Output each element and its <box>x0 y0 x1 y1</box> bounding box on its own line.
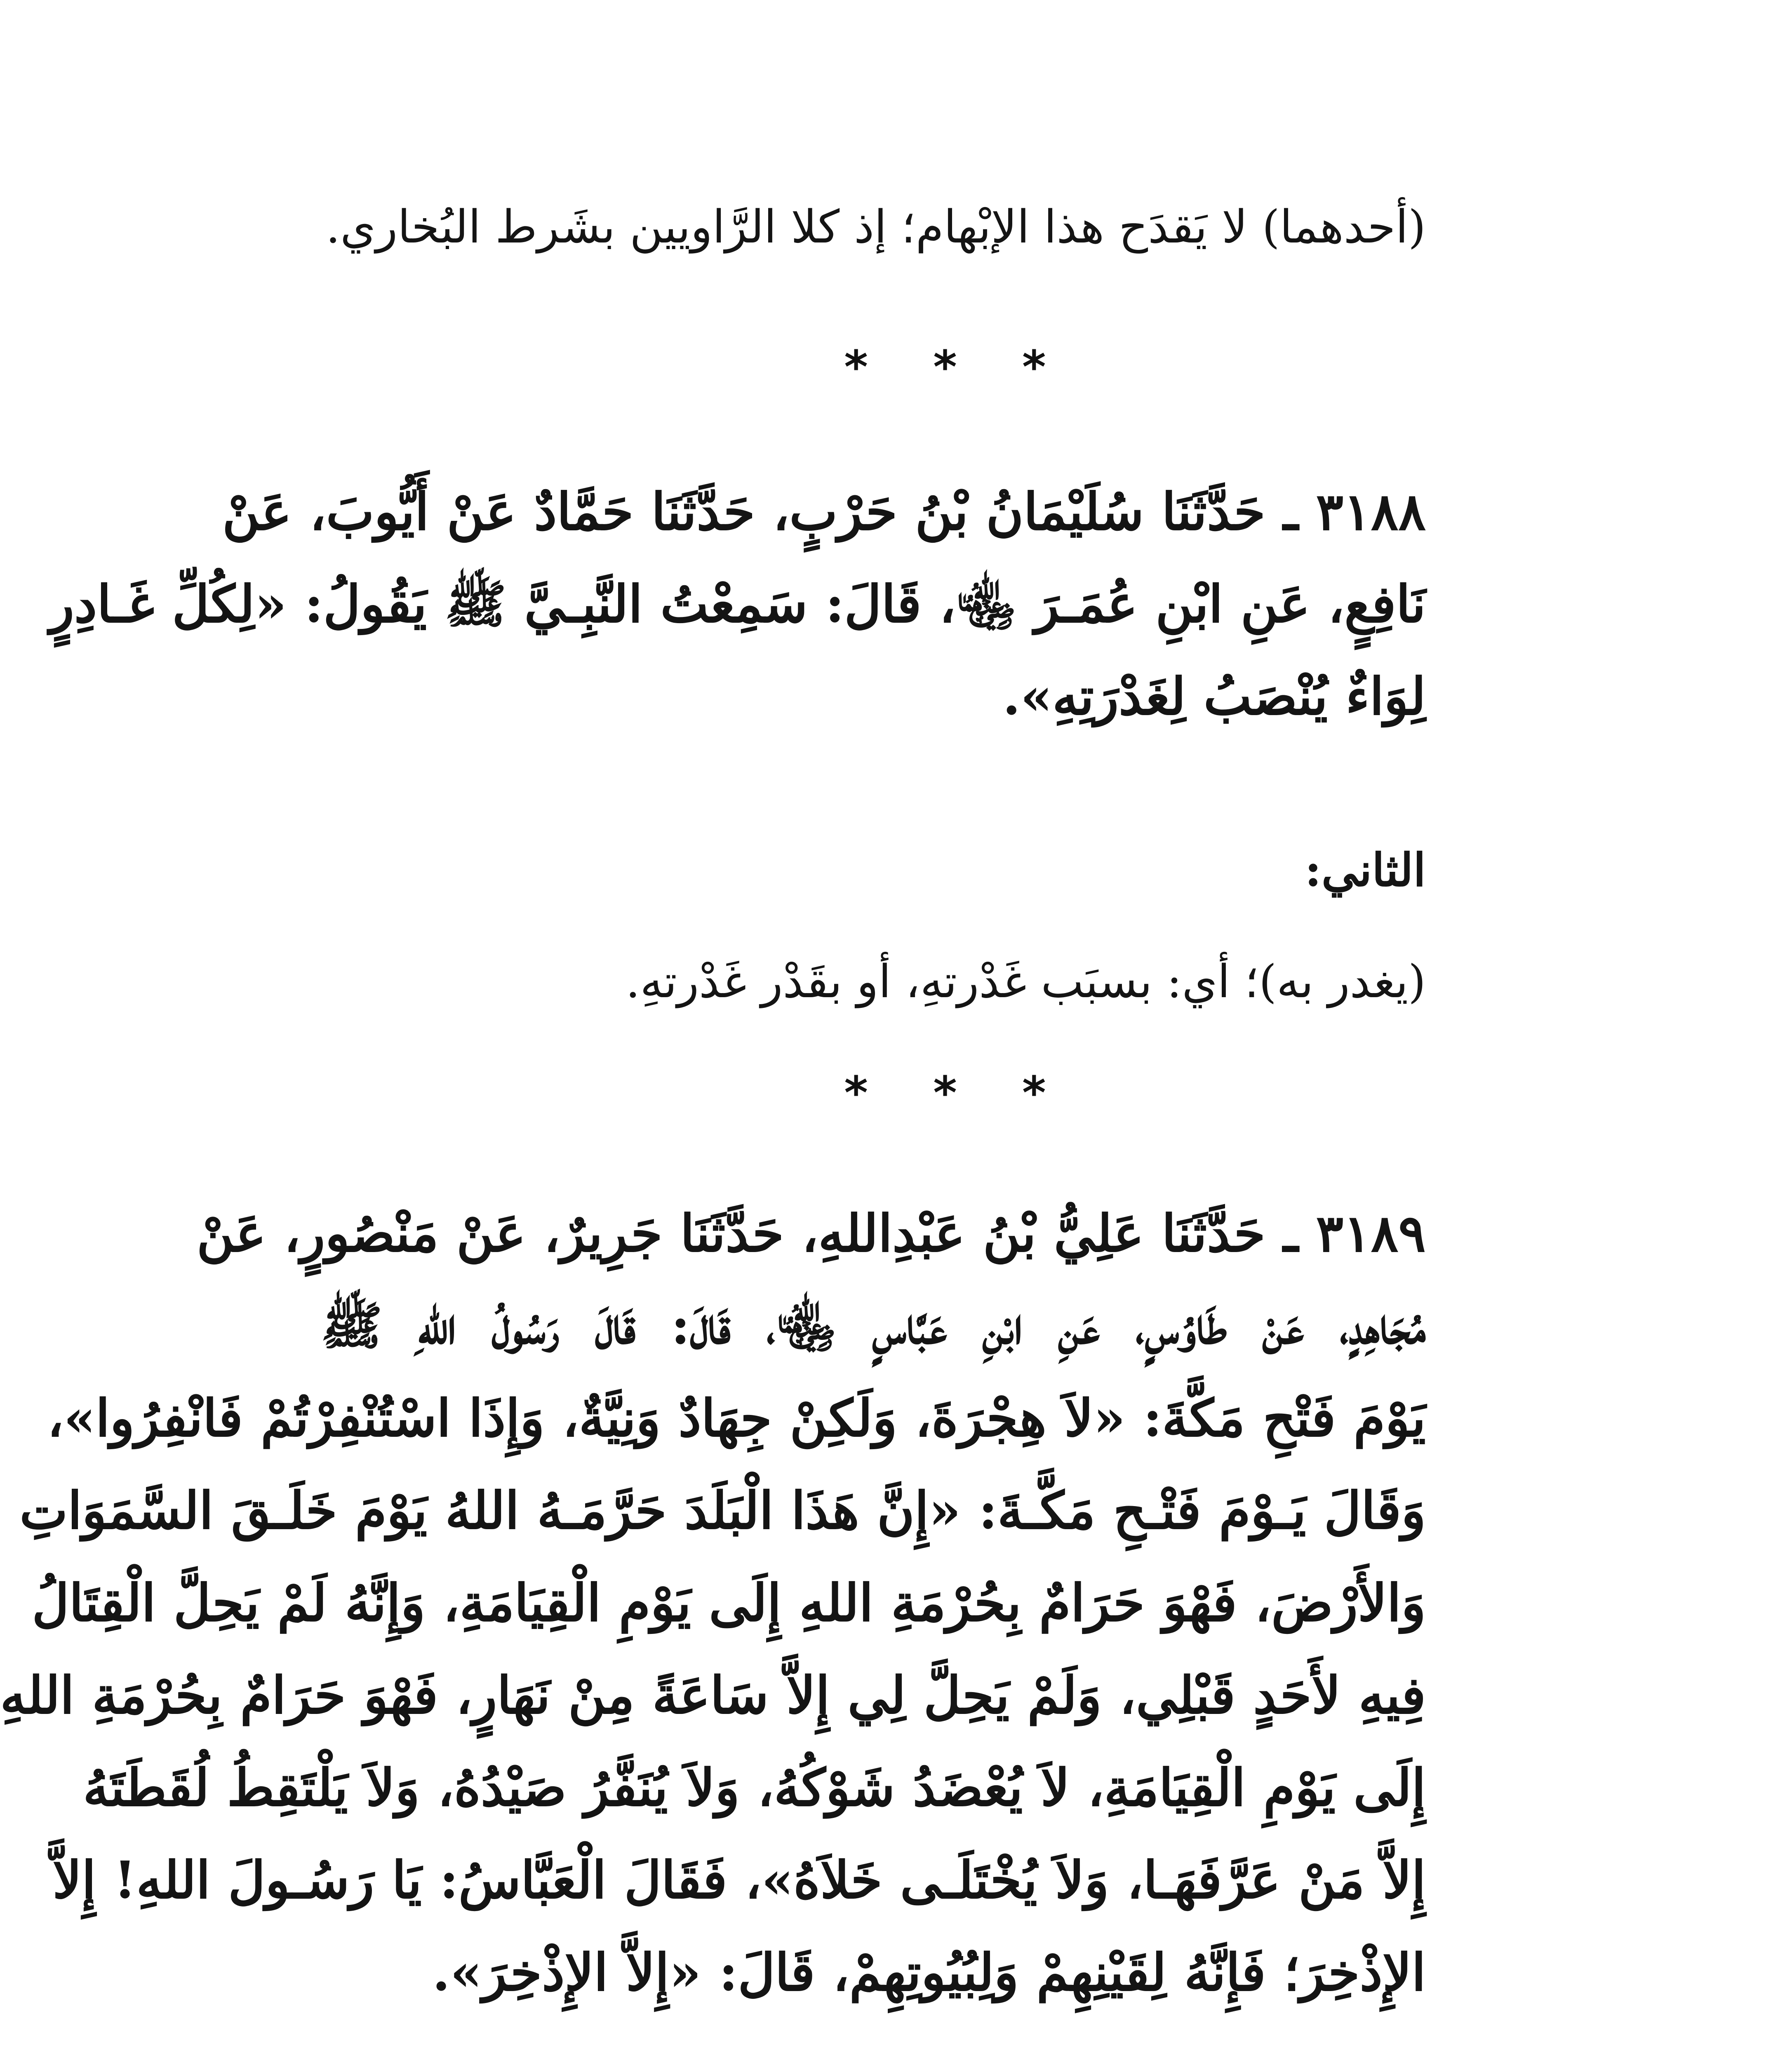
hadith-line: إِلاَّ مَنْ عَرَّفَهَـا، وَلاَ يُخْتَلَـى خَلاَهُ»، فَقَالَ الْعَبَّاسُ: يَا رَسُـولَ اللهِ! إِلاَّ <box>52 1850 1426 1910</box>
commentary-heading: الثاني: <box>1305 843 1426 897</box>
hadith-line: فِيهِ لأَحَدٍ قَبْلِي، وَلَمْ يَحِلَّ لِي إِلاَّ سَاعَةً مِنْ نَهَارٍ، فَهْوَ حَرَامٌ بِحُرْمَةِ اللهِ <box>0 1666 1426 1725</box>
hadith-3189 <box>0 1188 1426 2019</box>
hadith-line: الإِذْخِرَ؛ فَإِنَّهُ لِقَيْنِهِمْ وَلِبُيُوتِهِمْ، قَالَ: «إِلاَّ الإِذْخِرَ». <box>432 1943 1426 2003</box>
hadith-line: إِلَى يَوْمِ الْقِيَامَةِ، لاَ يُعْضَدُ شَوْكُهُ، وَلاَ يُنَفَّرُ صَيْدُهُ، وَلاَ يَلْتَقِطُ لُقَطَتَهُ <box>83 1758 1426 1818</box>
hadith-line: ٣١٨٨ ـ حَدَّثَنَا سُلَيْمَانُ بْنُ حَرْبٍ، حَدَّثَنَا حَمَّادٌ عَنْ أَيُّوبَ، عَنْ <box>222 482 1426 542</box>
hadith-3188 <box>49 466 1426 743</box>
section-divider: * * * <box>844 341 1071 393</box>
hadith-line: لِوَاءٌ يُنْصَبُ لِغَدْرَتِهِ». <box>1002 667 1426 727</box>
hadith-line: ٣١٨٩ ـ حَدَّثَنَا عَلِيُّ بْنُ عَبْدِاللهِ، حَدَّثَنَا جَرِيرٌ، عَنْ مَنْصُورٍ، عَنْ <box>196 1204 1426 1264</box>
hadith-line: مُجَاهِدٍ، عَنْ طَاوُسٍ، عَنِ ابْنِ عَبَّاسٍ ﵄، قَالَ: قَالَ رَسُولُ اللهِ ﷺ <box>321 1296 1426 1356</box>
commentary-line: (يغدر به)؛ أي: بسبَب غَدْرتهِ، أو بقَدْر غَدْرتهِ. <box>626 955 1426 1008</box>
hadith-line: يَوْمَ فَتْحِ مَكَّةَ: «لاَ هِجْرَةَ، وَلَكِنْ جِهَادٌ وَنِيَّةٌ، وَإِذَا اسْتُنْفِرْتُمْ فَانْفِرُوا»، <box>47 1389 1426 1448</box>
intro-paragraph <box>321 194 1426 260</box>
hadith-line: وَقَالَ يَـوْمَ فَتْـحِ مَكَّـةَ: «إِنَّ هَذَا الْبَلَدَ حَرَّمَـهُ اللهُ يَوْمَ خَلَـقَ السَّمَوَاتِ <box>19 1481 1426 1541</box>
commentary-paragraph <box>321 949 1426 1015</box>
hadith-line: نَافِعٍ، عَنِ ابْنِ عُمَـرَ ﵄، قَالَ: سَمِعْتُ النَّبِـيَّ ﷺ يَقُولُ: «لِكُلِّ غَـادِرٍ <box>49 574 1426 634</box>
section-divider: * * * <box>844 1066 1071 1119</box>
hadith-line: وَالأَرْضَ، فَهْوَ حَرَامٌ بِحُرْمَةِ اللهِ إِلَى يَوْمِ الْقِيَامَةِ، وَإِنَّهُ لَمْ يَحِلَّ الْقِتَالُ <box>32 1573 1426 1633</box>
intro-line: (أحدهما) لا يَقدَح هذا الإبْهام؛ إذ كلا الرَّاويين بشَرط البُخاري. <box>326 200 1426 253</box>
